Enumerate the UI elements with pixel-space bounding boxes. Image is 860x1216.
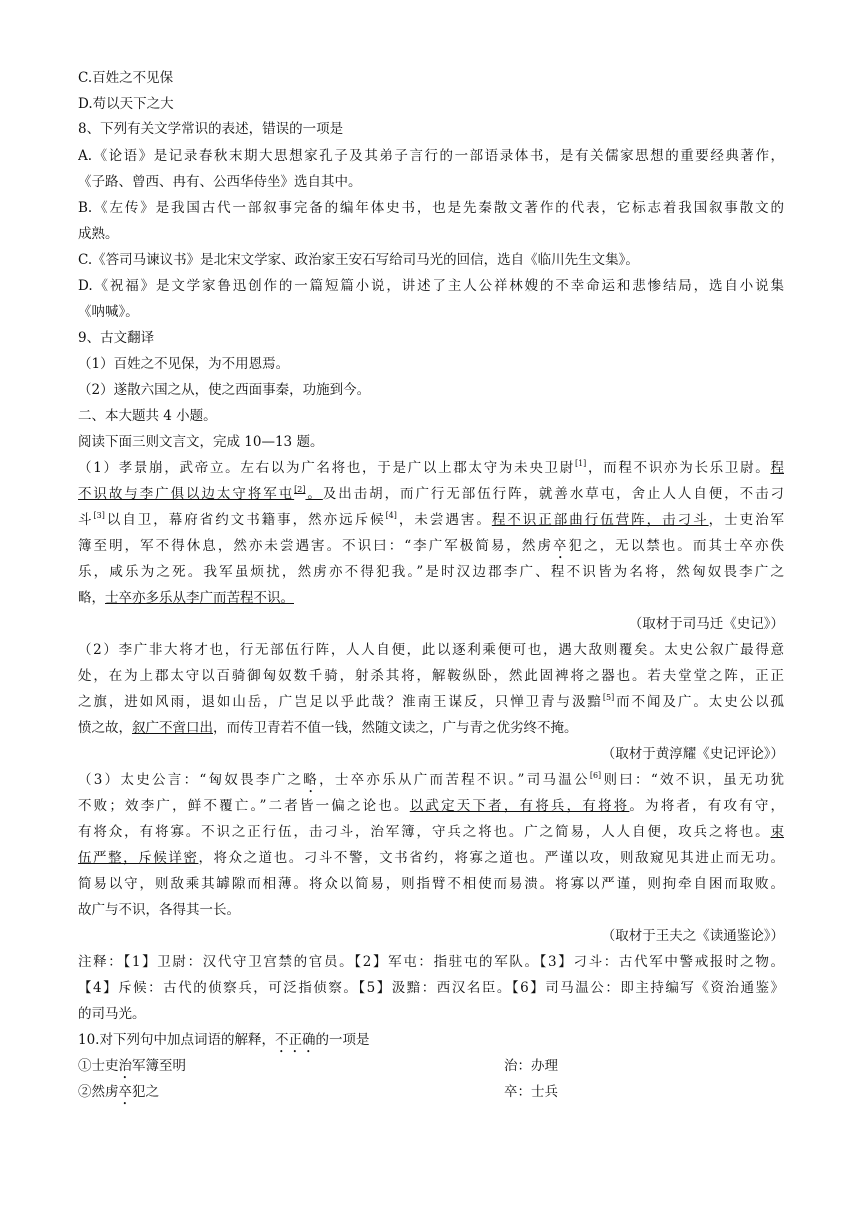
q10-stem: 10.对下列句中加点词语的解释，不正确的一项是 [78, 1032, 370, 1048]
dotted-word: 卒 [118, 1084, 132, 1100]
passage1-line3: 斗[3]以自卫，幕府省约文书籍事，然亦远斥候[4]，未尝遇害。程不识正部曲行伍营阵，击刁斗，士吏治军 [78, 511, 784, 528]
q8-stem: 8、下列有关文学常识的表述，错误的一项是 [78, 121, 344, 137]
passage3-line3: 有将众，有将寡。不识之正行伍，击刁斗，治军簿，守兵之将也。广之简易，人人自便，攻兵之将也。束 [78, 824, 784, 840]
passage3-line6: 故广与不识，各得其一长。 [78, 902, 240, 918]
passage3-source: （取材于王夫之《读通鉴论》） [601, 928, 784, 944]
notes-line3: 的司马光。 [78, 1006, 146, 1022]
footnote-ref-1: [1] [574, 459, 587, 468]
q8-option-c: C.《答司马谏议书》是北宋文学家、政治家王安石写给司马光的回信，选自《临川先生文集》。 [78, 252, 639, 268]
notes-line2: 【4】斥候：古代的侦察兵，可泛指侦察。【5】汲黯：西汉名臣。【6】司马温公：即主持编写《资治通鉴》 [78, 980, 784, 996]
section-2-intro: 阅读下面三则文言文，完成 10—13 题。 [78, 434, 324, 450]
underlined-text: 叙广不啻口出 [132, 720, 213, 736]
dotted-word: 略 [303, 772, 320, 788]
passage2-line2: 处，在为上郡太守以百骑御匈奴数千骑，射杀其将，解鞍纵卧，然此固裨将之器也。若夫堂堂之阵，正正 [78, 668, 784, 684]
notes-line1: 注释：【1】卫尉：汉代守卫宫禁的官员。【2】军屯：指驻屯的军队。【3】刁斗：古代军中警戒报时之物。 [78, 954, 784, 970]
q8-option-d-line1: D.《祝福》是文学家鲁迅创作的一篇短篇小说，讲述了主人公祥林嫂的不幸命运和悲惨结局，选自小说集 [78, 278, 784, 294]
q10-option-1: ①士吏治军簿至明 治：办理 [78, 1058, 558, 1074]
q8-option-a-line2: 《子路、曾西、冉有、公西华侍坐》选自其中。 [78, 174, 362, 190]
section-2-heading: 二、本大题共 4 小题。 [78, 408, 217, 424]
underlined-text: 士卒亦多乐从李广而苦程不识。 [105, 590, 294, 606]
q8-option-b-line1: B.《左传》是我国古代一部叙事完备的编年体史书，也是先秦散文著作的代表，它标志着我国叙事散文的 [78, 200, 784, 216]
q9-stem: 9、古文翻译 [78, 330, 155, 346]
passage1-line2: 不识故与李广俱以边太守将军屯[2]。及出击胡，而广行无部伍行阵，就善水草屯，舍止人人自便，不击刁 [78, 485, 784, 502]
q9-sentence-1: （1）百姓之不见保，为不用恩焉。 [78, 356, 290, 372]
emphasized-word: 不正确 [274, 1032, 316, 1048]
underlined-text: 束 [770, 824, 784, 840]
passage1-line6: 略，士卒亦多乐从李广而苦程不识。 [78, 590, 294, 606]
q7-option-c: C.百姓之不见保 [78, 70, 174, 86]
passage1-source: （取材于司马迁《史记》） [628, 616, 784, 632]
passage3-line2: 不败；效李广，鲜不覆亡。”二者皆一偏之论也。以武定天下者，有将兵，有将将。为将者，有攻有守， [78, 798, 784, 814]
passage2-line1: （2）李广非大将才也，行无部伍行阵，人人自便，此以逐利乘便可也，遇大敌则覆矣。太史公叙广最得意 [78, 642, 784, 658]
underlined-text: 以武定天下者，有将兵，有将将 [409, 798, 630, 814]
footnote-ref-6: [6] [589, 771, 602, 780]
q10-option-1-gloss: 治：办理 [504, 1058, 558, 1074]
underlined-text: 伍严整，斥候详密 [78, 850, 199, 866]
q10-option-2: ②然虏卒犯之 卒：士兵 [78, 1084, 558, 1100]
passage1-line4: 簿至明，军不得休息，然亦未尝遇害。不识曰：“李广军极简易，然虏卒犯之，无以禁也。而其士卒亦佚 [78, 538, 784, 554]
footnote-ref-3: [3] [93, 511, 105, 520]
footnote-ref-2: [2] [294, 485, 306, 494]
passage1-line5: 乐，咸乐为之死。我军虽烦扰，然虏亦不得犯我。”是时汉边郡李广、程不识皆为名将，然匈奴畏李广之 [78, 564, 784, 580]
passage2-line4: 愤之故，叙广不啻口出，而传卫青若不值一钱，然随文读之，广与青之优劣终不掩。 [78, 720, 578, 736]
footnote-ref-4: [4] [385, 511, 397, 520]
passage1-line1: （1）孝景崩，武帝立。左右以为广名将也，于是广以上郡太守为未央卫尉[1]，而程不识亦为长乐卫尉。程 [78, 459, 784, 476]
dotted-word: 卒 [553, 538, 569, 554]
q8-option-b-line2: 成熟。 [78, 226, 119, 242]
q8-option-d-line2: 《呐喊》。 [78, 304, 139, 320]
passage2-source: （取材于黄淳耀《史记评论》） [601, 746, 784, 762]
q10-option-2-gloss: 卒：士兵 [504, 1084, 558, 1100]
passage3-line4: 伍严整，斥候详密，将众之道也。刁斗不警，文书省约，将寡之道也。严谨以攻，则敌窥见其进止而无功。 [78, 850, 784, 866]
passage3-line5: 简易以守，则敌乘其罅隙而相薄。将众以简易，则指臂不相使而易溃。将寡以严谨，则拘牵自困而取败。 [78, 876, 784, 892]
underlined-text: 不识故与李广俱以边太守将军屯 [78, 486, 295, 502]
q7-option-d: D.苟以天下之大 [78, 96, 174, 112]
underlined-text: 程不识正部曲行伍营阵，击刁斗 [491, 512, 709, 528]
passage3-line1: （3）太史公言：“匈奴畏李广之略，士卒亦乐从广而苦程不识。”司马温公[6]则曰：“效不识，虽无功犹 [78, 771, 784, 788]
q9-sentence-2: （2）遂散六国之从，使之西面事秦，功施到今。 [78, 382, 371, 398]
dotted-word: 治 [118, 1058, 132, 1074]
passage2-line3: 之旗，进如风雨，退如山岳，广岂足以乎此哉？淮南王谋反，只惮卫青与汲黯[5]而不闻及广。太史公以孤 [78, 693, 784, 710]
underlined-text: 程 [770, 460, 784, 476]
footnote-ref-5: [5] [602, 693, 615, 702]
q8-option-a-line1: A.《论语》是记录春秋末期大思想家孔子及其弟子言行的一部语录体书，是有关儒家思想的重要经典著作， [78, 148, 784, 164]
